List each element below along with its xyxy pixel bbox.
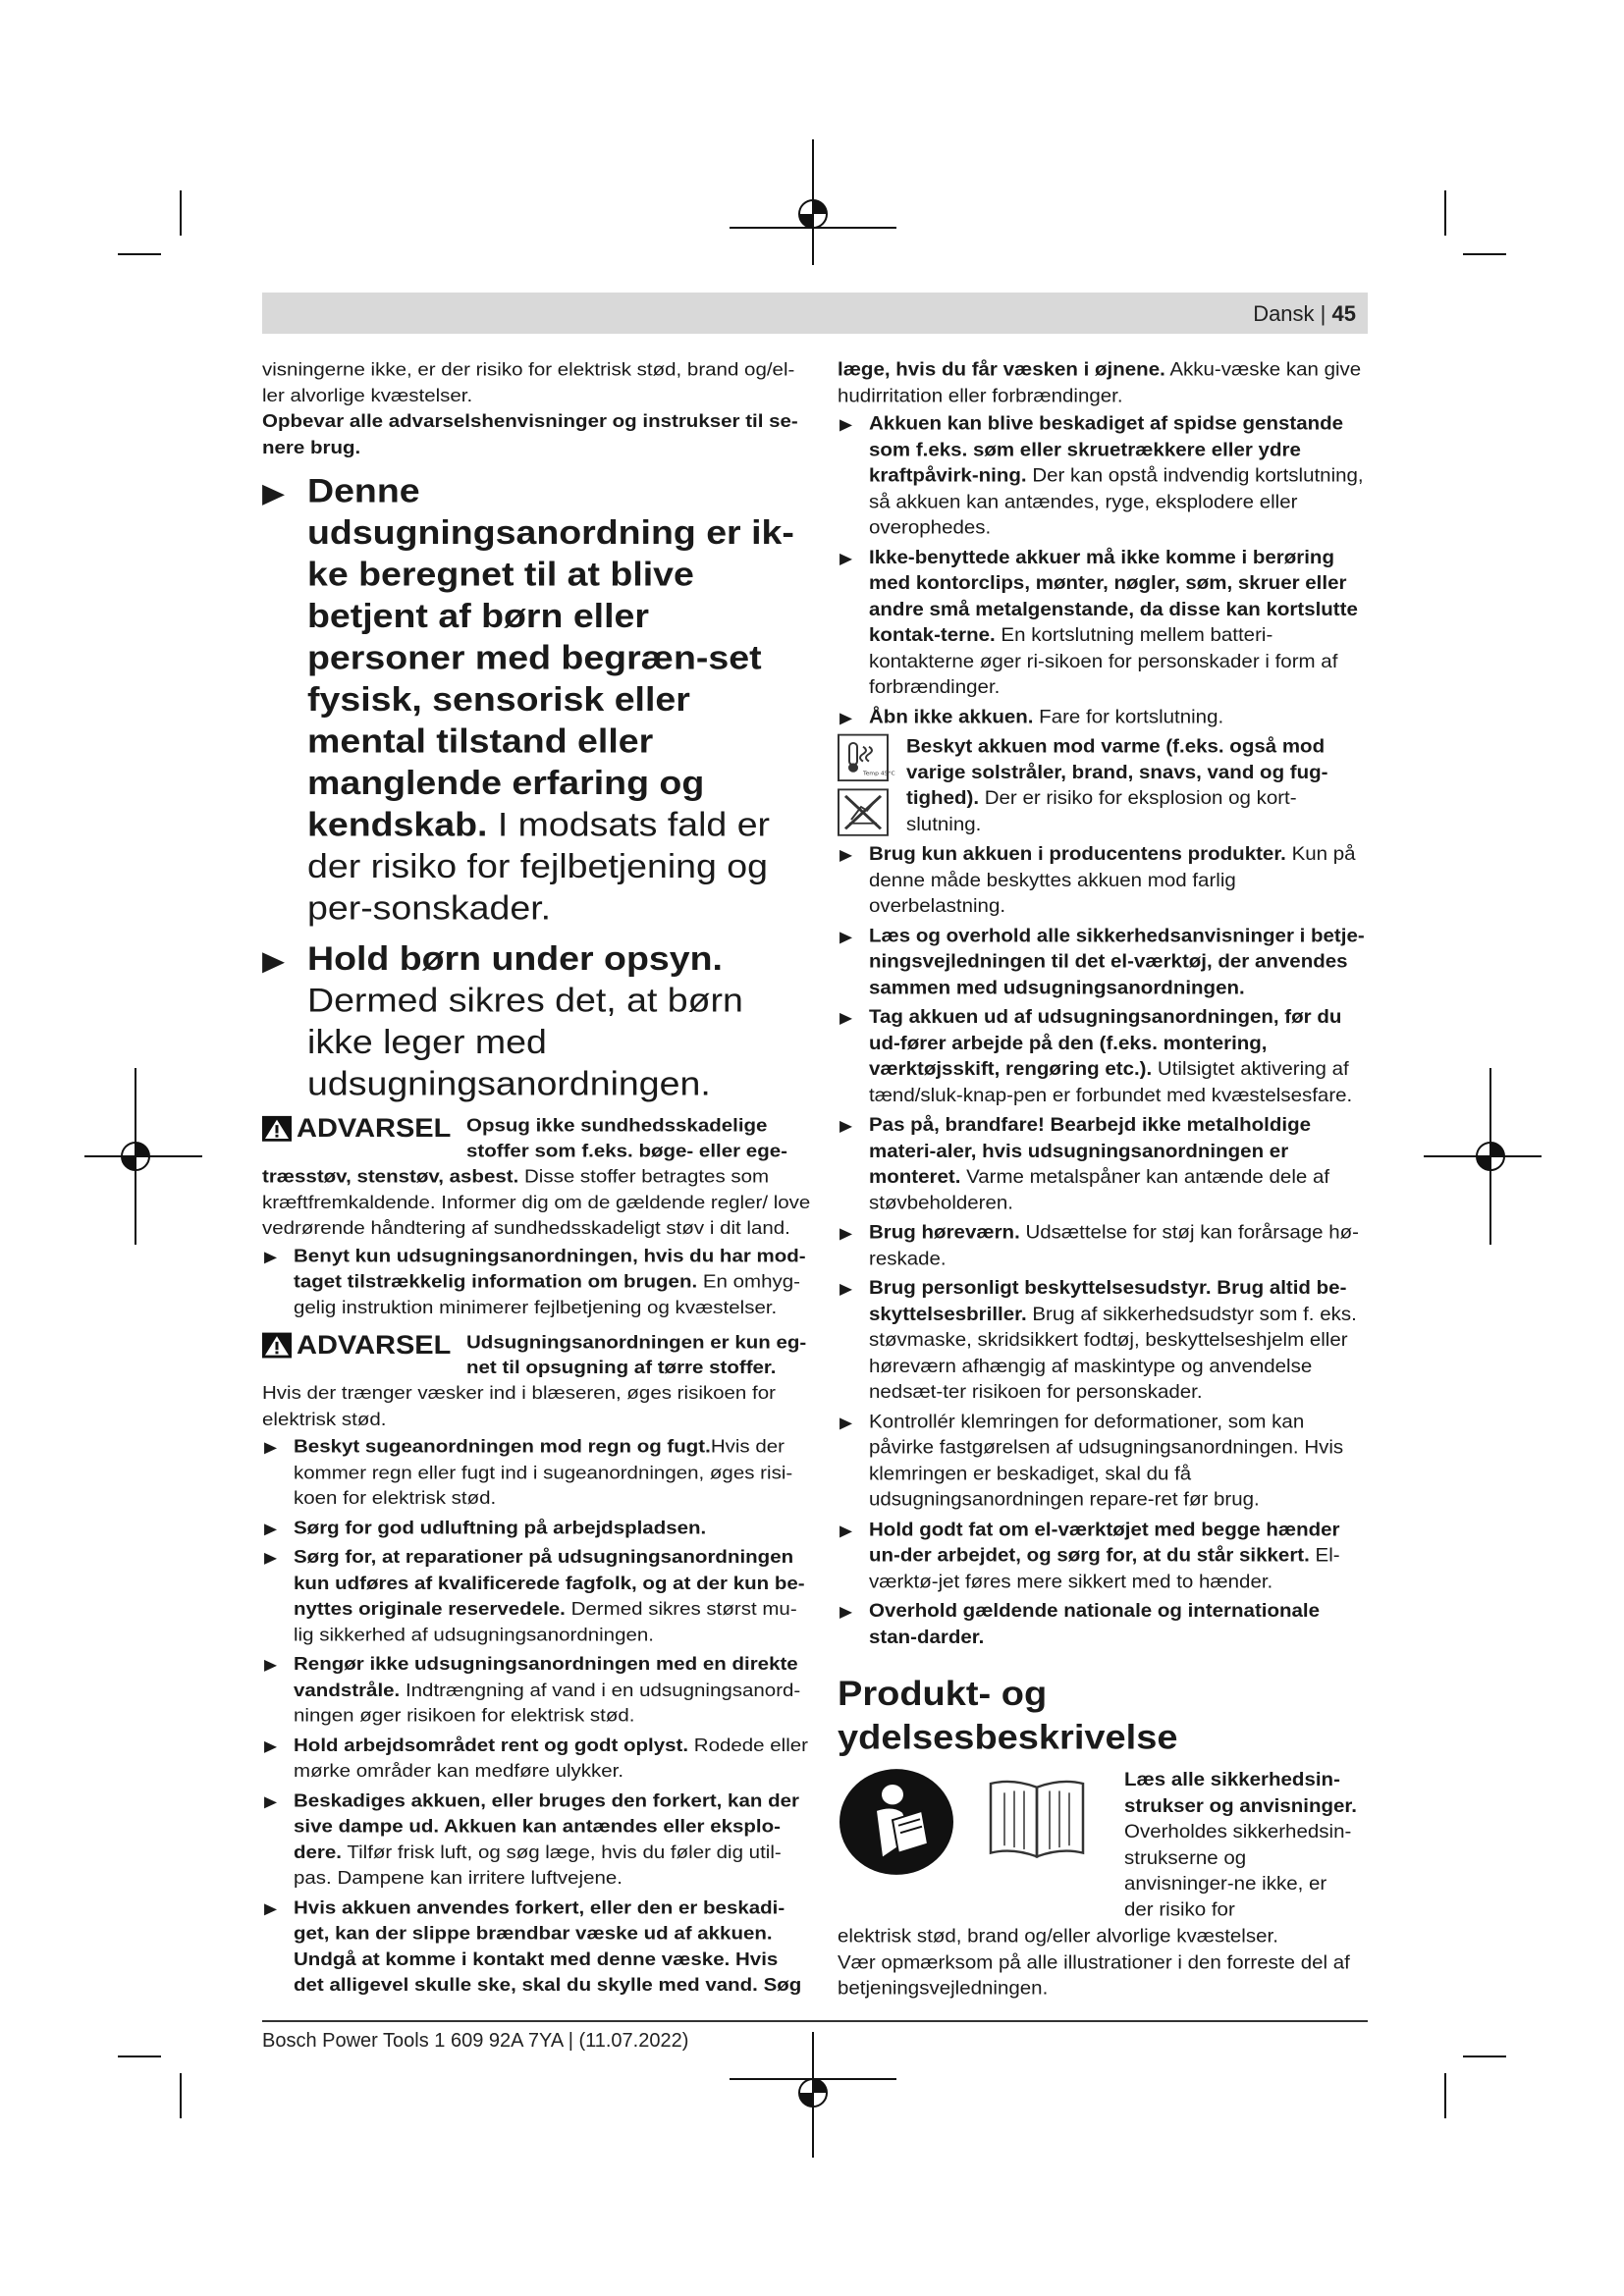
temp-warning-icon [838, 734, 895, 781]
bullet-item [262, 1244, 812, 1321]
bullet-item [838, 841, 1368, 919]
bullet-text: En kortslutning mellem batteri-kontakterne øger ri-sikoen for personskader i form af forbrændinger. [869, 624, 1338, 698]
right-column [838, 357, 1368, 2002]
big-warning-1-bold: Denne udsugningsanordning er ik-ke beregnet til at blive betjent af børn eller personer med begræn-set fysisk, sensorisk eller mental tilstand eller manglende erfaring og kendskab. [307, 471, 794, 843]
bullet-triangle-icon: ▶ [264, 1520, 278, 1537]
product-description-block [838, 1767, 1368, 1924]
bullet-text: Utilsigtet aktivering af tænd/sluk-knap-pen er forbundet med kvæstelsesfare. [869, 1058, 1353, 1106]
bullet-item [262, 1652, 812, 1730]
header-separator: | [1320, 301, 1326, 326]
bullet-text: Brug af sikkerhedsudstyr som f. eks. støvmaske, skridsikkert fodtøj, beskyttelseshjelm eller høreværn afhængig af maskintype og anvendelse nedsæt-ter risikoen for personskader. [869, 1303, 1357, 1403]
bullet-text: Der kan opstå indvendig kortslutning, så akkuen kan antændes, ryge, eksplodere eller overophedes. [869, 464, 1364, 538]
advarsel-label-text: ADVARSEL [297, 1330, 452, 1361]
bullet-bold: Brug høreværn. [869, 1221, 1020, 1244]
bullet-triangle-icon: ▶ [264, 1899, 278, 1917]
bullet-triangle-icon: ▶ [839, 845, 853, 864]
bullet-item [838, 545, 1368, 701]
big-warning-2 [262, 937, 812, 1104]
bullet-bold: Sørg for, at reparationer på udsugningsanordningen kun udføres af kvalificerede fagfolk, og at der kun be-nyttes originale reservedele. [294, 1546, 805, 1620]
big-warning-2-bold: Hold børn under opsyn. [307, 938, 723, 978]
read-manual-icon [838, 1767, 955, 1876]
bullet-triangle-icon: ▶ [839, 549, 853, 567]
bullet-triangle-icon: ▶ [839, 1603, 853, 1621]
product-warning-bold: Læs alle sikkerhedsin-strukser og anvisninger. [1124, 1769, 1357, 1817]
advarsel-block-2 [262, 1330, 812, 1381]
header-language: Dansk [1253, 301, 1315, 326]
left-column [262, 357, 812, 2002]
illustrations-note: Vær opmærksom på alle illustrationer i den forreste del af betjeningsvejledningen. [838, 1951, 1350, 2000]
bullet-text: Dermed sikres størst mu-lig sikkerhed af udsugningsanordningen. [294, 1598, 797, 1645]
bullet-item [838, 411, 1368, 541]
bullet-bold: Benyt kun udsugningsanordningen, hvis du har mod-taget tilstrækkelig information om brugen. [294, 1245, 806, 1293]
advarsel-label [262, 1330, 466, 1361]
crop-mark-bottom-right-v [1444, 2073, 1446, 2118]
warning-triangle-icon [262, 1333, 292, 1359]
bullet-bold: Hold arbejdsområdet rent og godt oplyst. [294, 1735, 689, 1756]
bullet-bold: Ikke-benyttede akkuer må ikke komme i berøring med kontorclips, mønter, nøgler, søm, skruer eller andre små metalgenstande, da disse kan kortslutte kontak-terne. [869, 546, 1358, 646]
bullet-text: Kontrollér klemringen for deformationer, som kan påvirke fastgørelsen af udsugningsanordningen. Hvis klemringen er beskadiget, skal du få udsugningsanordningen repare-ret før brug. [869, 1411, 1344, 1511]
bullet-item [838, 1220, 1368, 1272]
bullet-text: El-værktø-jet føres mere sikkert med to hænder. [869, 1544, 1340, 1592]
continuation-bold: læge, hvis du får væsken i øjnene. [838, 358, 1165, 381]
bullet-triangle-icon: ▶ [839, 415, 853, 434]
bullet-text: Varme metalspåner kan antænde dele af støvbeholderen. [869, 1166, 1330, 1213]
crosshair-icon [84, 1068, 202, 1245]
bullet-triangle-icon: ▶ [264, 1656, 278, 1674]
bullet-text: Hvis der kommer regn eller fugt ind i sugeanordningen, øges risi-koen for elektrisk stød. [294, 1435, 793, 1509]
intro-keep-instructions: Opbevar alle advarselshenvisninger og instrukser til se-nere brug. [262, 410, 798, 458]
bullet-triangle-icon: ▶ [264, 1792, 278, 1810]
bullet-triangle-icon: ▶ [839, 928, 853, 945]
heat-warning-bold: Beskyt akkuen mod varme (f.eks. også mod varige solstråler, brand, snavs, vand og fug-tighed). [906, 735, 1328, 809]
crop-mark-top-left-h [118, 253, 161, 255]
product-warning-continuation: elektrisk stød, brand og/eller alvorlige kvæstelser. [838, 1925, 1278, 1948]
bullet-triangle-icon: ▶ [264, 1736, 278, 1755]
big-warning-1 [262, 470, 812, 929]
bullet-triangle-icon: ▶ [264, 1248, 278, 1265]
advarsel-block-1 [262, 1113, 812, 1164]
advarsel-2-bold: Udsugningsanordningen er kun eg-net til opsugning af tørre stoffer. [466, 1331, 807, 1378]
warning-triangle-icon [262, 1116, 292, 1142]
crosshair-icon [730, 2032, 896, 2158]
bullet-item [838, 923, 1368, 1000]
bullet-bold: Hvis akkuen anvendes forkert, eller den er beskadi-get, kan der slippe brændbar væske ud af akkuen. Undgå at komme i kontakt med denne væske. Hvis det alligevel skulle ske, skal du skylle med vand. Søg [294, 1896, 802, 1996]
bullet-text: Tilfør frisk luft, og søg læge, hvis du føler dig util-pas. Dampene kan irritere luftvejene. [294, 1842, 782, 1889]
crosshair-icon [1424, 1068, 1542, 1245]
bullet-bold: Pas på, brandfare! Bearbejd ikke metalholdige materi-aler, hvis udsugningsanordningen er monteret. [869, 1114, 1312, 1188]
bullet-triangle-icon: ▶ [839, 1009, 853, 1027]
header-text [1253, 301, 1356, 327]
big-warning-2-text: Dermed sikres det, at børn ikke leger med udsugningsanordningen. [307, 981, 743, 1103]
bullet-bold: Åbn ikke akkuen. [869, 706, 1034, 727]
bullet-triangle-icon: ▶ [262, 478, 286, 509]
bullet-triangle-icon: ▶ [264, 1549, 278, 1567]
bullet-item [838, 1517, 1368, 1594]
product-warning-text [1124, 1767, 1360, 1923]
page-number: 45 [1331, 301, 1356, 326]
bullet-bold: Læs og overhold alle sikkerhedsanvisninger i betje-ningsvejledningen til det el-værktøj, der anvendes sammen med udsugningsanordningen. [869, 925, 1365, 998]
crosshair-icon [730, 139, 896, 265]
bullet-text: Kun på denne måde beskyttes akkuen mod farlig overbelastning. [869, 843, 1356, 917]
page-header [262, 293, 1368, 334]
open-book-icon [983, 1775, 1091, 1866]
crop-mark-bottom-left-v [180, 2073, 182, 2118]
bullet-triangle-icon: ▶ [839, 1414, 853, 1431]
heat-icons [838, 734, 895, 838]
advarsel-1-continuation [262, 1164, 812, 1242]
bullet-triangle-icon: ▶ [264, 1438, 278, 1457]
advarsel-1-bold: Opsug ikke sundhedsskadelige stoffer som f.eks. bøge- eller ege- [466, 1114, 787, 1162]
advarsel-label [262, 1113, 466, 1144]
bullet-item [838, 1112, 1368, 1216]
bullet-triangle-icon: ▶ [839, 709, 853, 726]
bullet-bold: Hold godt fat om el-værktøjet med begge hænder un-der arbejdet, og sørg for, at du står sikkert. [869, 1519, 1340, 1566]
bullet-bold: Beskadiges akkuen, eller bruges den forkert, kan der sive dampe ud. Akkuen kan antændes eller eksplo-dere. [294, 1789, 799, 1863]
bullet-item [262, 1896, 812, 1999]
no-water-icon [838, 788, 889, 835]
continuation-text: Akku-væske kan give hudirritation eller forbrændinger. [838, 358, 1362, 406]
bullet-bold: Rengør ikke udsugningsanordningen med en direkte vandstråle. [294, 1653, 798, 1701]
advarsel-1-bold-b: træsstøv, stenstøv, asbest. [262, 1165, 519, 1187]
bullet-bold: Overhold gældende nationale og internationale stan-darder. [869, 1600, 1321, 1648]
heat-warning-block [838, 734, 1368, 838]
bullet-text: Fare for kortslutning. [1033, 706, 1224, 727]
advarsel-label-text: ADVARSEL [297, 1114, 452, 1144]
bullet-bold: Tag akkuen ud af udsugningsanordningen, før du ud-fører arbejde på den (f.eks. montering, værktøjsskift, rengøring etc.). [869, 1006, 1342, 1080]
bullet-text: Udsættelse for støj kan forårsage hø-reskade. [869, 1221, 1359, 1269]
bullet-triangle-icon: ▶ [839, 1116, 853, 1135]
bullet-text: En omhyg-gelig instruktion minimerer fejlbetjening og kvæstelser. [294, 1270, 801, 1318]
bullet-item [838, 1410, 1368, 1514]
bullet-bold: Beskyt sugeanordningen mod regn og fugt. [294, 1435, 711, 1458]
temp-warning-label: Temp 45°C [863, 771, 895, 777]
bullet-item [262, 1733, 812, 1785]
bullet-bold: Akkuen kan blive beskadiget af spidse genstande som f.eks. søm eller skruetrækkere eller ydre kraftpåvirk-ning. [869, 412, 1344, 486]
bullet-item [262, 1789, 812, 1892]
bullet-item [838, 1005, 1368, 1109]
footer-text: Bosch Power Tools 1 609 92A 7YA | (11.07.2022) [262, 2030, 689, 2052]
bullet-text: Rodede eller mørke områder kan medføre ulykker. [294, 1735, 809, 1782]
heat-warning-plain: Der er risiko for eksplosion og kort-slutning. [906, 787, 1297, 835]
bullet-triangle-icon: ▶ [839, 1224, 853, 1243]
crop-mark-bottom-right-h [1463, 2056, 1506, 2057]
right-continuation [838, 357, 1368, 409]
advarsel-2-text: Hvis der trænger væsker ind i blæseren, øges risikoen for elektrisk stød. [262, 1382, 776, 1429]
heat-warning-text [906, 734, 1368, 838]
crop-mark-top-left-v [180, 190, 182, 236]
advarsel-1-text: Disse stoffer betragtes som kræftfremkaldende. Informer dig om de gældende regler/ love vedrørende håndtering af sundhedsskadeligt støv i dit land. [262, 1165, 811, 1239]
intro-text: visningerne ikke, er der risiko for elektrisk stød, brand og/el-ler alvorlige kvæstelser. [262, 358, 795, 406]
bullet-bold: Brug kun akkuen i producentens produkter. [869, 843, 1286, 865]
big-warning-1-text: I modsats fald er der risiko for fejlbetjening og per-sonskader. [307, 805, 771, 927]
bullet-item [262, 1516, 812, 1541]
bullet-item [838, 705, 1368, 730]
crop-mark-top-right-h [1463, 253, 1506, 255]
bullet-bold: Brug personligt beskyttelsesudstyr. Brug altid be-skyttelsesbriller. [869, 1277, 1347, 1325]
bullet-triangle-icon: ▶ [839, 1280, 853, 1298]
bullet-text: Indtrængning af vand i en udsugningsanord-ningen øger risikoen for elektrisk stød. [294, 1679, 801, 1727]
crop-mark-top-right-v [1444, 190, 1446, 236]
crop-mark-bottom-left-h [118, 2056, 161, 2057]
footer-divider [262, 2020, 1368, 2022]
bullet-item [262, 1545, 812, 1648]
bullet-item [262, 1434, 812, 1512]
bullet-item [838, 1598, 1368, 1650]
product-warning-plain: Overholdes sikkerhedsin-strukserne og anvisninger-ne ikke, er der risiko for [1124, 1821, 1352, 1920]
bullet-item [838, 1276, 1368, 1406]
section-title: Produkt- og ydelsesbeskrivelse [838, 1675, 1178, 1758]
bullet-triangle-icon: ▶ [262, 946, 286, 977]
bullet-triangle-icon: ▶ [839, 1521, 853, 1539]
bullet-bold: Sørg for god udluftning på arbejdspladsen. [294, 1517, 707, 1538]
